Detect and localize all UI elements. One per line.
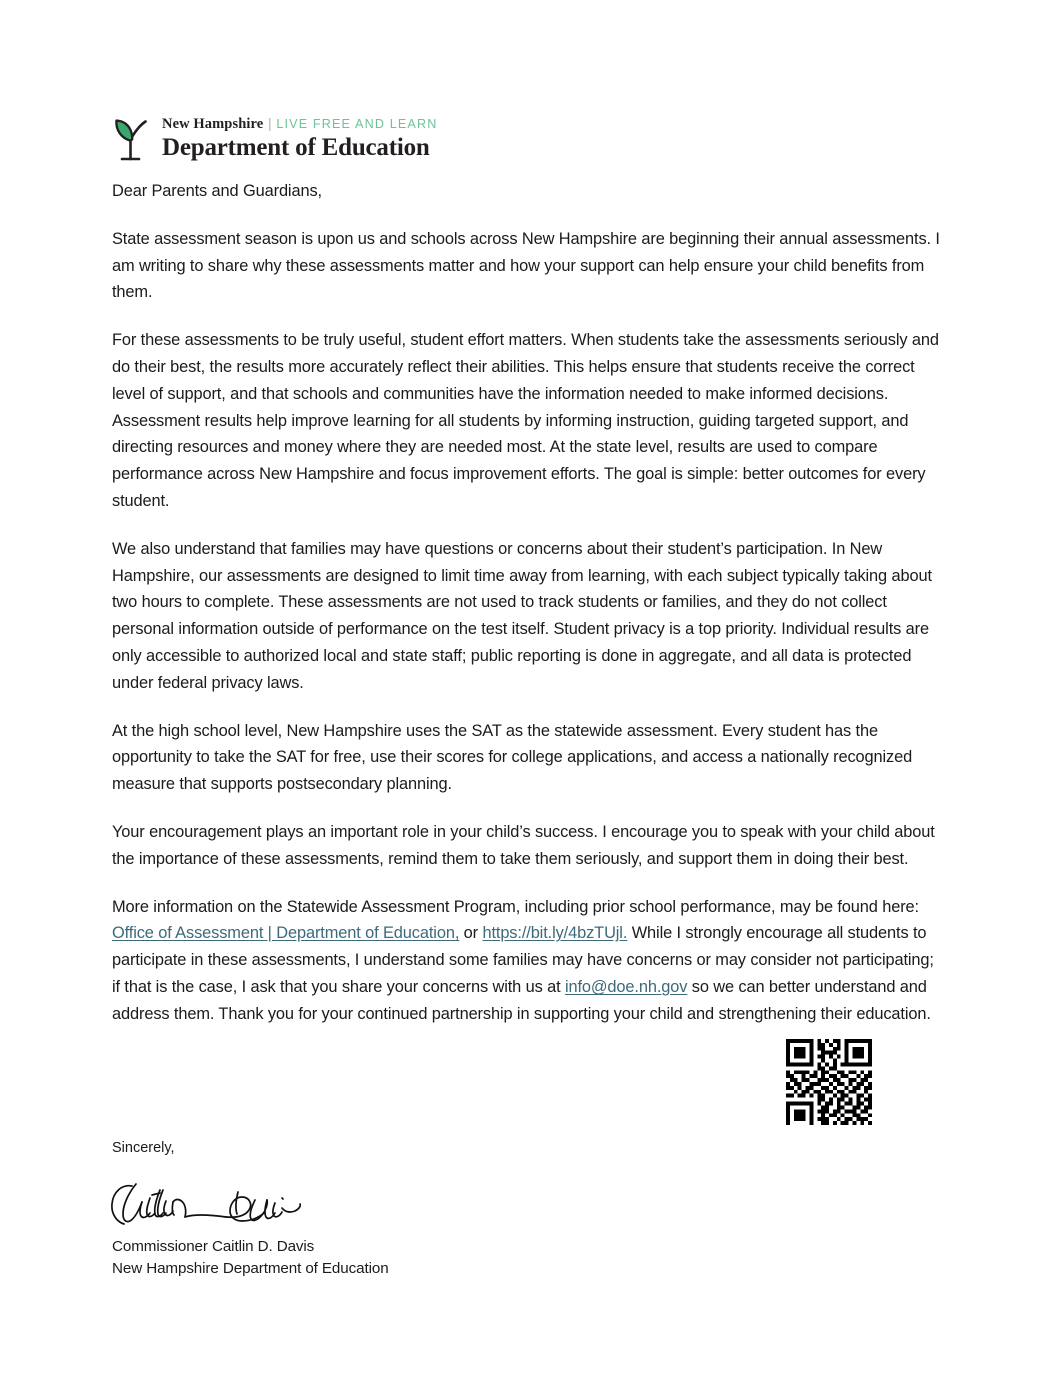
link-bitly-shortlink[interactable]: https://bit.ly/4bzTUjl. bbox=[482, 924, 628, 943]
link-office-of-assessment[interactable]: Office of Assessment | Department of Education, bbox=[112, 924, 460, 943]
paragraph-family-questions: We also understand that families may have questions or concerns about their student’s participation. In New Hampshire, our assessments are designed to limit time away from learning, with each subject typically taking about two hours to complete. These assessments are not used to track students or families, and they do not collect personal information outside of performance on the test itself. Student privacy is a top priority. Individual results are only accessible to authorized local and state staff; public reporting is done in aggregate, and all data is protected under federal privacy laws. bbox=[112, 539, 932, 692]
paragraph-student-effort: For these assessments to be truly useful, student effort matters. When students take the assessments seriously and do their best, the results more accurately reflect their abilities. This helps ensure that students receive the correct level of support, and that schools and communities have the information needed to make informed decisions. Assessment results help improve learning for all students by informing instruction, guiding targeted support, and directing resources and money where they are needed most. At the state level, results are used to compare performance across New Hampshire and focus improvement efforts. The goal is simple: better outcomes for every student. bbox=[112, 331, 939, 510]
wordmark-divider: | bbox=[268, 115, 272, 132]
qr-code[interactable] bbox=[786, 1039, 872, 1125]
wordmark-top-line bbox=[162, 117, 437, 132]
paragraph-more-information bbox=[112, 894, 944, 1028]
handwritten-signature bbox=[106, 1172, 316, 1234]
signature-block bbox=[112, 1138, 632, 1279]
qr-code-icon bbox=[786, 1039, 872, 1125]
paragraph-intro: State assessment season is upon us and schools across New Hampshire are beginning their annual assessments. I am writing to share why these assessments matter and how your support can help ensure your child benefits from them. bbox=[112, 229, 940, 302]
signer-name: Commissioner Caitlin D. Davis bbox=[112, 1238, 315, 1255]
salutation: Dear Parents and Guardians, bbox=[112, 182, 322, 200]
sprout-leaf-icon bbox=[110, 115, 152, 161]
link-email-info-doe[interactable]: info@doe.nh.gov bbox=[564, 977, 688, 996]
paragraph-sat: At the high school level, New Hampshire uses the SAT as the statewide assessment. Every student has the opportunity to take the SAT for free, use their scores for college applications, and access a nationally recognized measure that supports postsecondary planning. bbox=[112, 721, 913, 794]
more-info-text-2: or bbox=[459, 924, 483, 943]
closing-salutation: Sincerely, bbox=[112, 1140, 175, 1156]
more-info-text-4: so we can better understand and address them. Thank you for your continued partnership in supporting your child and strengthening their education. bbox=[112, 977, 931, 1023]
more-info-text-3: While I strongly encourage all students to participate in these assessments, I understand some families may have concerns or may consider not participating; if that is the case, I ask that you share your concerns with us at bbox=[112, 924, 934, 996]
wordmark-state: New Hampshire bbox=[162, 115, 264, 132]
more-info-text-1: More information on the Statewide Assessment Program, including prior school performance, may be found here: bbox=[112, 897, 919, 916]
wordmark bbox=[162, 117, 437, 160]
letter-body bbox=[112, 178, 944, 1028]
letterhead bbox=[110, 115, 437, 161]
wordmark-tagline: LIVE FREE AND LEARN bbox=[276, 116, 438, 131]
signer-organization: New Hampshire Department of Education bbox=[112, 1259, 389, 1277]
wordmark-department: Department of Education bbox=[162, 133, 430, 161]
paragraph-encouragement: Your encouragement plays an important role in your child’s success. I encourage you to speak with your child about the importance of these assessments, remind them to take them seriously, and support them in doing their best. bbox=[112, 822, 935, 868]
